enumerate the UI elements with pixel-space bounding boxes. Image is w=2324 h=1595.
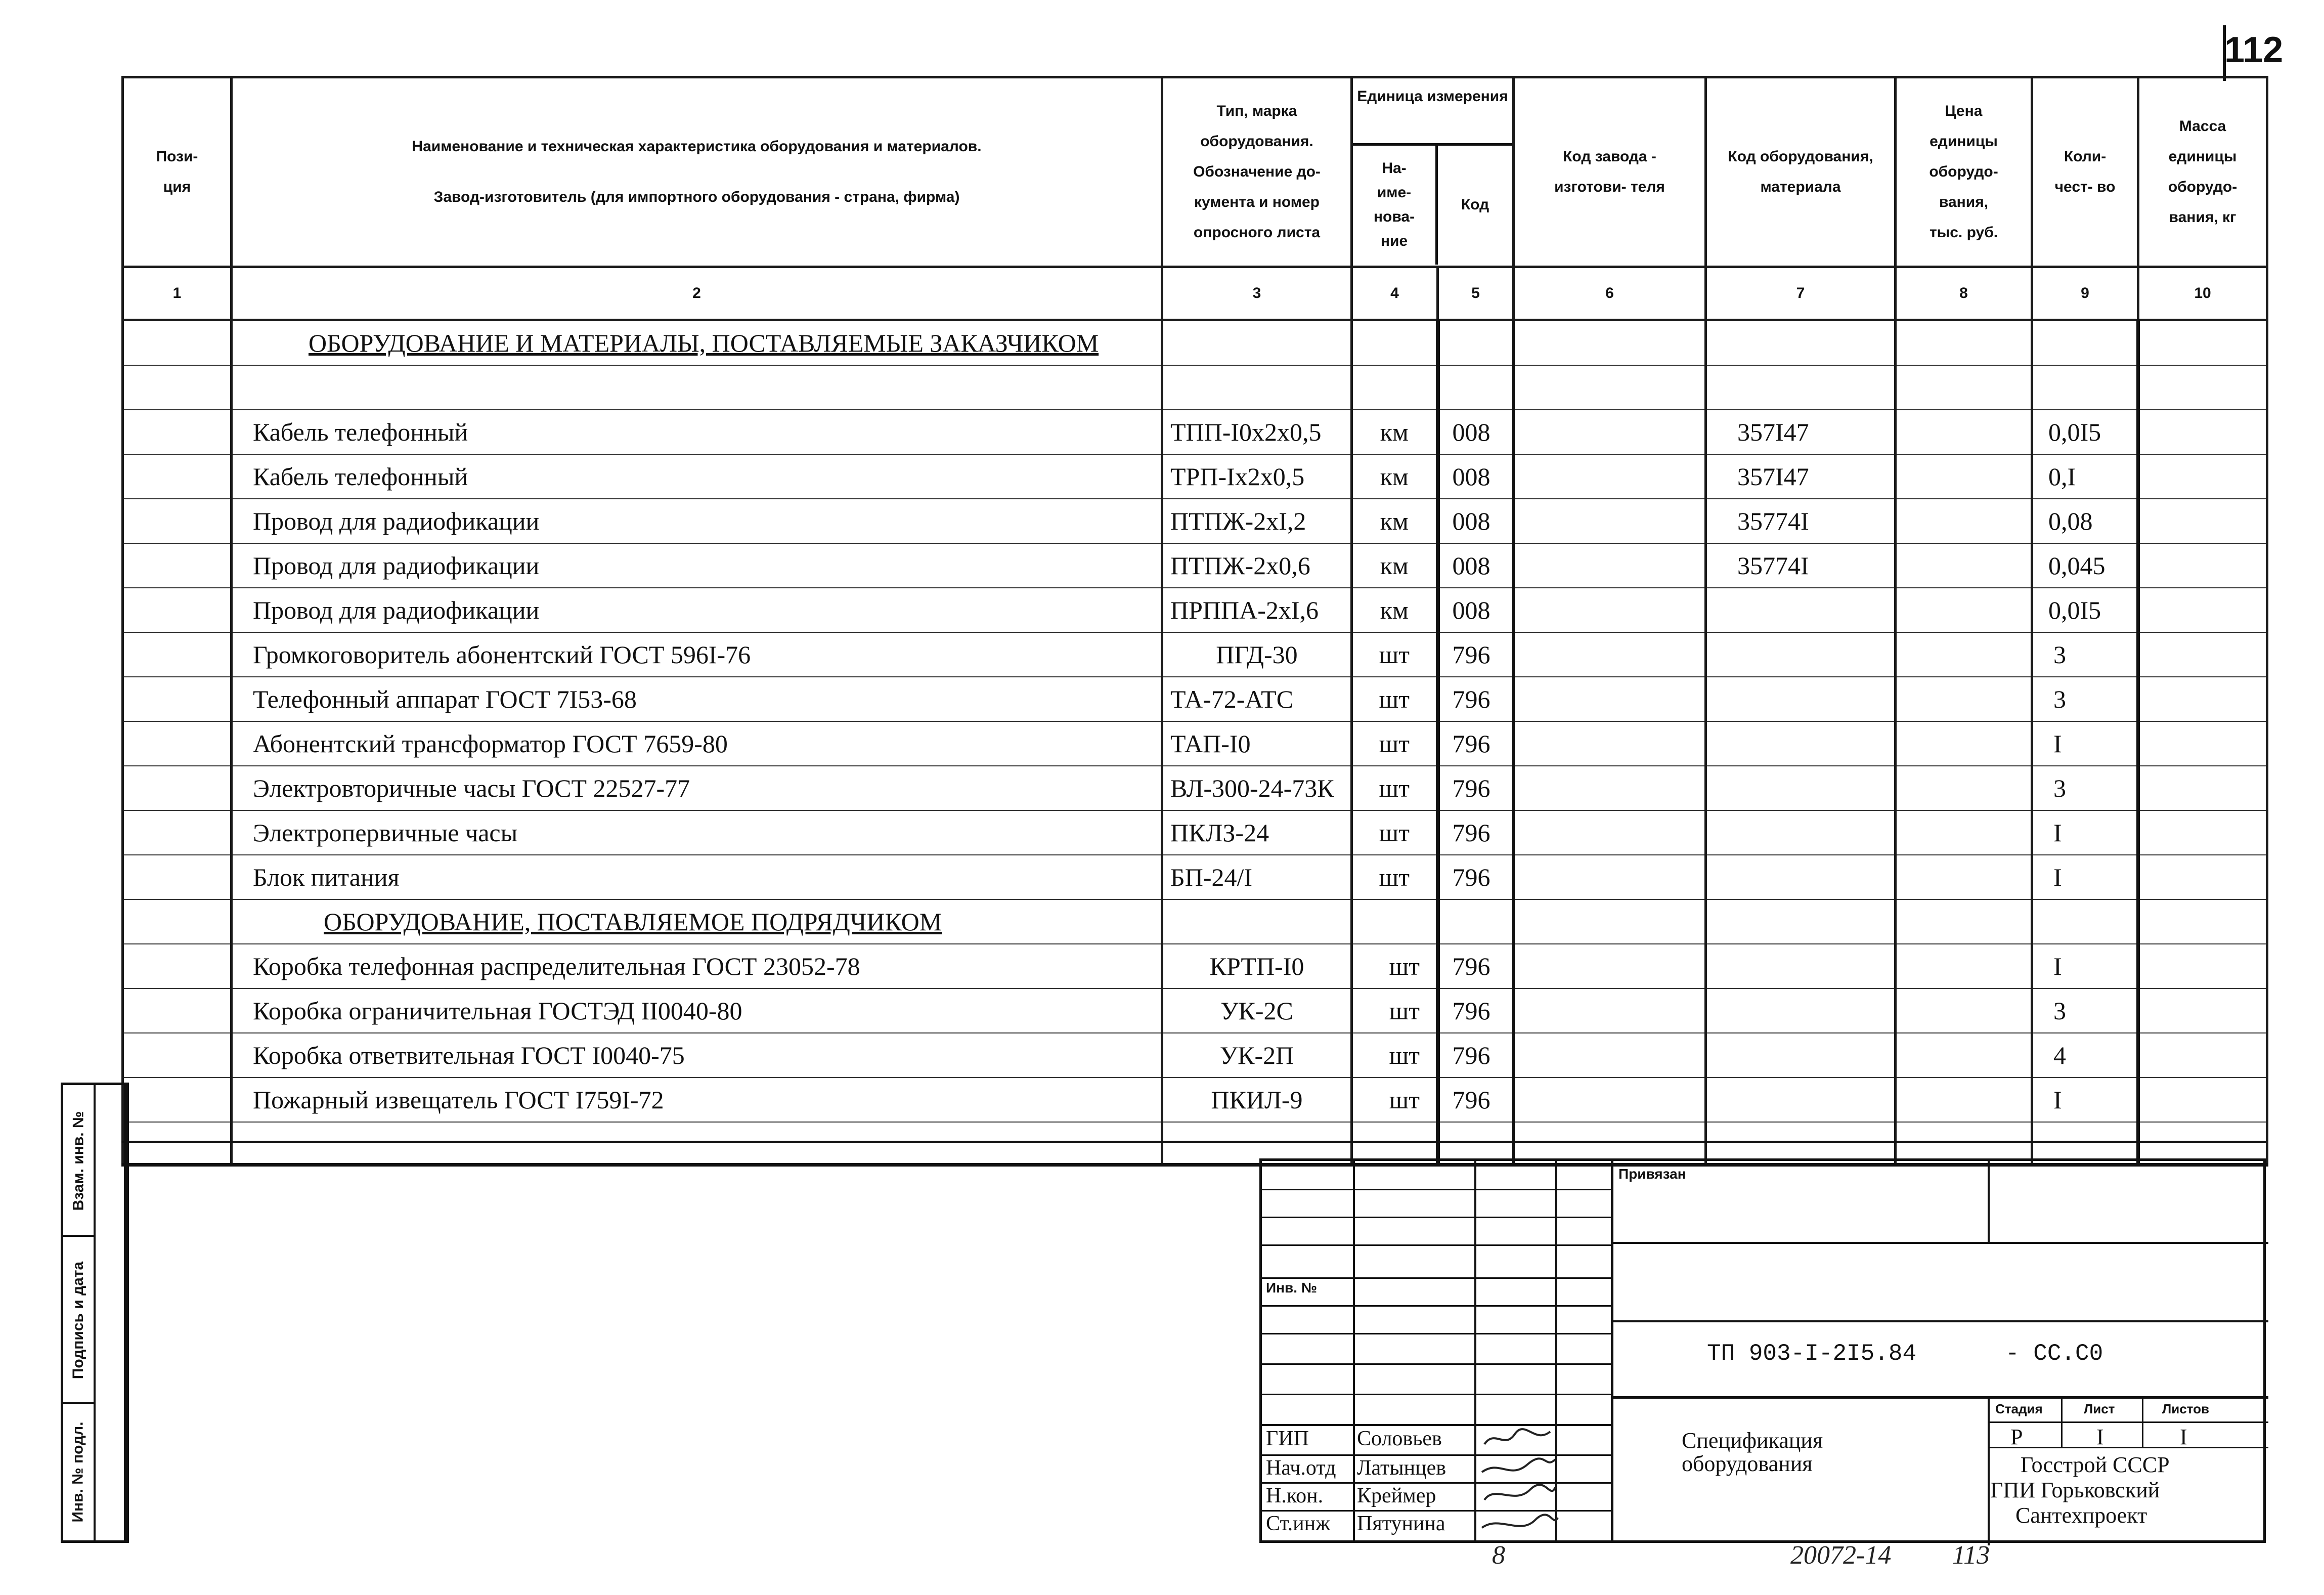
header-type: Тип, марка оборудования. Обозначение до- кумента и номер опросного листа <box>1162 77 1352 267</box>
column-number: 9 <box>2032 267 2138 320</box>
item-quantity: 0,0I5 <box>2032 410 2138 454</box>
table-row <box>123 944 2267 988</box>
item-name: Провод для радиофикации <box>232 499 1162 543</box>
header-mass: Масса единицы оборудо- вания, кг <box>2138 77 2267 267</box>
section-row <box>123 899 2267 944</box>
item-unit: шт <box>1352 632 1438 677</box>
item-unit: шт <box>1352 988 1438 1033</box>
item-unit: шт <box>1352 1077 1438 1122</box>
item-type: ПГД-30 <box>1162 632 1352 677</box>
header-unit-name: На- име- нова- ние <box>1353 146 1438 265</box>
column-number: 8 <box>1896 267 2032 320</box>
item-type: ПРППА-2xI,6 <box>1162 588 1352 632</box>
item-name: Коробка ограничительная ГОСТЭД II0040-80 <box>232 988 1162 1033</box>
item-unit: шт <box>1352 810 1438 855</box>
signer-name: Соловьев <box>1357 1427 1442 1450</box>
item-name: Электровторичные часы ГОСТ 22527-77 <box>232 766 1162 810</box>
item-name: Электропервичные часы <box>232 810 1162 855</box>
header-name <box>232 77 1162 267</box>
section-title: ОБОРУДОВАНИЕ, ПОСТАВЛЯЕМОЕ ПОДРЯДЧИКОМ <box>232 899 1162 944</box>
header-factory-code: Код завода - изготови- теля <box>1514 77 1706 267</box>
item-unit: км <box>1352 454 1438 499</box>
item-quantity: 3 <box>2032 988 2138 1033</box>
org-line-2: ГПИ Горьковский <box>1990 1478 2160 1502</box>
item-type: УК-2П <box>1162 1033 1352 1077</box>
header-name-line1: Наименование и техническая характеристика оборудования и материалов. <box>412 138 982 155</box>
item-unit: шт <box>1352 721 1438 766</box>
item-quantity: 3 <box>2032 632 2138 677</box>
item-unit: км <box>1352 499 1438 543</box>
item-name: Кабель телефонный <box>232 410 1162 454</box>
column-number: 10 <box>2138 267 2267 320</box>
sheet-label: Лист <box>2084 1401 2115 1416</box>
table-row <box>123 677 2267 721</box>
header-material-code: Код оборудования, материала <box>1706 77 1896 267</box>
item-type: ПКИЛ-9 <box>1162 1077 1352 1122</box>
table-row <box>123 766 2267 810</box>
section-row <box>123 320 2267 366</box>
item-unit-code: 796 <box>1438 677 1514 721</box>
header-price: Цена единицы оборудо- вания, тыс. руб. <box>1896 77 2032 267</box>
page-number: 112 <box>2224 30 2284 70</box>
item-unit: км <box>1352 588 1438 632</box>
item-unit: км <box>1352 410 1438 454</box>
item-material-code: 357I47 <box>1706 454 1896 499</box>
item-unit-code: 008 <box>1438 410 1514 454</box>
item-unit-code: 008 <box>1438 588 1514 632</box>
item-material-code <box>1706 588 1896 632</box>
table-row <box>123 588 2267 632</box>
frame-left-rule <box>126 1083 129 1543</box>
specification-table <box>121 76 2268 1167</box>
item-quantity: 4 <box>2032 1033 2138 1077</box>
item-unit-code: 796 <box>1438 855 1514 899</box>
header-unit-group <box>1352 77 1514 267</box>
table-row <box>123 632 2267 677</box>
doc-code: ТП 903-I-2I5.84 <box>1707 1341 1917 1367</box>
item-type: БП-24/I <box>1162 855 1352 899</box>
item-name: Провод для радиофикации <box>232 543 1162 588</box>
item-unit: шт <box>1352 677 1438 721</box>
item-type: ТПП-I0x2x0,5 <box>1162 410 1352 454</box>
item-unit: шт <box>1352 766 1438 810</box>
item-type: КРТП-I0 <box>1162 944 1352 988</box>
table-row <box>123 988 2267 1033</box>
signer-name: Пятунина <box>1357 1512 1445 1535</box>
item-quantity: I <box>2032 1077 2138 1122</box>
item-unit-code: 008 <box>1438 499 1514 543</box>
table-row <box>123 855 2267 899</box>
sheets-label: Листов <box>2162 1401 2209 1416</box>
table-row <box>123 810 2267 855</box>
side-stamp-sign-date: Подпись и дата <box>70 1261 87 1380</box>
doc-title: Спецификация оборудования <box>1682 1428 1823 1476</box>
stage-label: Стадия <box>1995 1401 2043 1416</box>
item-unit: шт <box>1352 855 1438 899</box>
item-unit-code: 796 <box>1438 810 1514 855</box>
table-row <box>123 721 2267 766</box>
table-row <box>123 499 2267 543</box>
column-number: 6 <box>1514 267 1706 320</box>
item-unit-code: 796 <box>1438 988 1514 1033</box>
signer-name: Латынцев <box>1357 1456 1446 1480</box>
table-row <box>123 543 2267 588</box>
column-number: 3 <box>1162 267 1352 320</box>
item-name: Провод для радиофикации <box>232 588 1162 632</box>
signatures-handwritten <box>1479 1424 1560 1545</box>
handwritten-page: 113 <box>1952 1541 1990 1570</box>
item-unit-code: 796 <box>1438 766 1514 810</box>
frame-rule <box>121 1141 2266 1143</box>
item-unit-code: 796 <box>1438 1033 1514 1077</box>
item-quantity: 0,045 <box>2032 543 2138 588</box>
item-type: ТАП-I0 <box>1162 721 1352 766</box>
title-block <box>1259 1158 2266 1543</box>
table-row <box>123 1033 2267 1077</box>
org-line-3: Сантехпроект <box>2015 1503 2147 1528</box>
item-unit-code: 008 <box>1438 454 1514 499</box>
item-unit-code: 796 <box>1438 944 1514 988</box>
sheet-value: I <box>2096 1425 2104 1449</box>
item-quantity: 0,0I5 <box>2032 588 2138 632</box>
item-type: ВЛ-300-24-73К <box>1162 766 1352 810</box>
item-quantity: 0,I <box>2032 454 2138 499</box>
item-material-code: 35774I <box>1706 499 1896 543</box>
item-quantity: 0,08 <box>2032 499 2138 543</box>
signer-role: ГИП <box>1266 1427 1309 1450</box>
item-name: Кабель телефонный <box>232 454 1162 499</box>
item-type: ПКЛЗ-24 <box>1162 810 1352 855</box>
privyazan-label: Привязан <box>1618 1166 1686 1182</box>
item-name: Блок питания <box>232 855 1162 899</box>
item-material-code: 357I47 <box>1706 410 1896 454</box>
item-quantity: 3 <box>2032 677 2138 721</box>
sheets-value: I <box>2180 1425 2187 1449</box>
item-unit-code: 008 <box>1438 543 1514 588</box>
header-quantity: Коли- чест- во <box>2032 77 2138 267</box>
org-line-1: Госстрой СССР <box>2021 1452 2170 1477</box>
column-number: 1 <box>123 267 232 320</box>
item-type: ТРП-Ix2x0,5 <box>1162 454 1352 499</box>
item-quantity: I <box>2032 810 2138 855</box>
signer-role: Нач.отд <box>1266 1456 1336 1480</box>
item-name: Телефонный аппарат ГОСТ 7I53-68 <box>232 677 1162 721</box>
header-unit-code: Код <box>1461 196 1489 213</box>
blank-row <box>123 365 2267 410</box>
item-name: Громкоговоритель абонентский ГОСТ 596I-76 <box>232 632 1162 677</box>
handwritten-8: 8 <box>1492 1541 1505 1570</box>
item-type: ПТПЖ-2xI,2 <box>1162 499 1352 543</box>
column-numbers-row <box>123 267 2267 320</box>
side-stamp-inv-vzam: Взам. инв. № <box>70 1111 87 1211</box>
item-name: Коробка ответвительная ГОСТ I0040-75 <box>232 1033 1162 1077</box>
header-row <box>123 77 2267 267</box>
item-unit: км <box>1352 543 1438 588</box>
item-name: Абонентский трансформатор ГОСТ 7659-80 <box>232 721 1162 766</box>
column-number: 4 <box>1352 267 1438 320</box>
item-unit-code: 796 <box>1438 1077 1514 1122</box>
inv-no-label: Инв. № <box>1266 1280 1318 1296</box>
table-row <box>123 1077 2267 1122</box>
item-type: УК-2С <box>1162 988 1352 1033</box>
column-number: 2 <box>232 267 1162 320</box>
table-row <box>123 454 2267 499</box>
item-quantity: I <box>2032 721 2138 766</box>
handwritten-number: 20072-14 <box>1790 1541 1892 1570</box>
column-number: 7 <box>1706 267 1896 320</box>
item-name: Пожарный извещатель ГОСТ I759I-72 <box>232 1077 1162 1122</box>
stage-value: Р <box>2010 1425 2023 1449</box>
column-number: 5 <box>1438 267 1514 320</box>
doc-code-suffix: - СС.С0 <box>2005 1341 2103 1367</box>
item-unit: шт <box>1352 944 1438 988</box>
table-row <box>123 410 2267 454</box>
item-quantity: 3 <box>2032 766 2138 810</box>
side-stamp <box>61 1083 126 1543</box>
header-position: Пози- ция <box>123 77 232 267</box>
header-name-line2: Завод-изготовитель (для импортного оборудования - страна, фирма) <box>433 189 960 205</box>
item-type: ТА-72-АТС <box>1162 677 1352 721</box>
signer-role: Н.кон. <box>1266 1484 1324 1507</box>
side-stamp-inv-podl: Инв. № подл. <box>70 1421 86 1523</box>
item-quantity: I <box>2032 944 2138 988</box>
item-name: Коробка телефонная распределительная ГОСТ 23052-78 <box>232 944 1162 988</box>
item-type: ПТПЖ-2x0,6 <box>1162 543 1352 588</box>
signer-name: Креймер <box>1357 1484 1436 1507</box>
item-quantity: I <box>2032 855 2138 899</box>
signer-role: Ст.инж <box>1266 1512 1331 1535</box>
item-unit-code: 796 <box>1438 721 1514 766</box>
header-unit-title: Единица измерения <box>1353 80 1512 146</box>
item-unit-code: 796 <box>1438 632 1514 677</box>
item-material-code: 35774I <box>1706 543 1896 588</box>
section-title: ОБОРУДОВАНИЕ И МАТЕРИАЛЫ, ПОСТАВЛЯЕМЫЕ ЗАКАЗЧИКОМ <box>232 320 1162 366</box>
item-unit: шт <box>1352 1033 1438 1077</box>
